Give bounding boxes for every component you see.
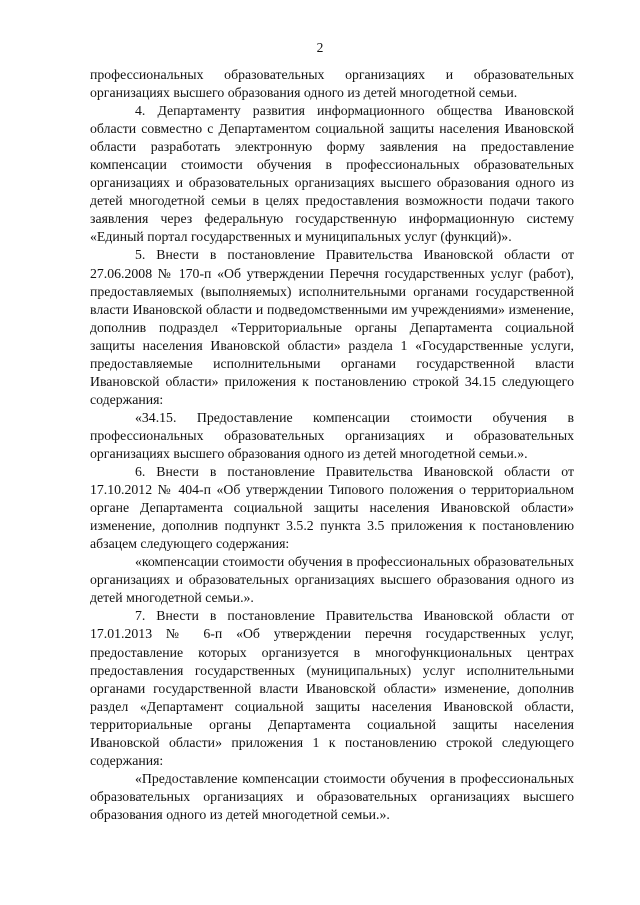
paragraph-item-6: 6. Внести в постановление Правительства Ивановской области от 17.10.2012 № 404-п «Об утверждении Типового положения о территориальном органе Департамента социальной защиты населения Ивановской области» изменение, дополнив подпункт 3.5.2 пункта 3.5 приложения к постановлению абзацем следующего содержания: [90,464,574,552]
paragraph-quote-34-15: «34.15. Предоставление компенсации стоимости обучения в профессиональных образовательных организациях и образовательных организациях высшего образования одного из детей многодетной семьи.». [90,409,574,461]
paragraph-quote-compensation: «компенсации стоимости обучения в профессиональных образовательных организациях и образовательных организациях высшего образования одного из детей многодетной семьи.». [90,554,574,606]
paragraph-item-7: 7. Внести в постановление Правительства Ивановской области от 17.01.2013 № 6-п «Об утверждении перечня государственных услуг, предоставление которых организуется в многофункциональных центрах предоставления государственных (муниципальных) услуг исполнительными органами государственной власти Ивановской области» изменение, дополнив раздел «Департамент социальной защиты населения Ивановской области, территориальные органы Департамента социальной защиты населения Ивановской области» приложения 1 к постановлению строкой следующего содержания: [90,608,574,768]
paragraph-continuation: профессиональных образовательных организациях и образовательных организациях высшего образования одного из детей многодетной семьи. [90,67,574,101]
document-body [90,66,574,824]
paragraph-item-5: 5. Внести в постановление Правительства Ивановской области от 27.06.2008 № 170-п «Об утверждении Перечня государственных услуг (работ), предоставляемых (выполняемых) исполнительными органами государственной власти Ивановской области и подведомственными им учреждениями» изменение, дополнив подраздел «Территориальные органы Департамента социальной защиты населения Ивановской области» раздела 1 «Государственные услуги, предоставляемые исполнительными органами государственной власти Ивановской области» приложения к постановлению строкой 34.15 следующего содержания: [90,247,574,407]
page-number: 2 [316,40,324,55]
paragraph-quote-service: «Предоставление компенсации стоимости обучения в профессиональных образовательных организациях и образовательных организациях высшего образования одного из детей многодетной семьи.». [90,770,574,822]
paragraph-item-4: 4. Департаменту развития информационного общества Ивановской области совместно с Департаментом социальной защиты населения Ивановской области разработать электронную форму заявления на предоставление компенсации стоимости обучения в профессиональных образовательных организациях и образовательных организациях высшего образования одного из детей многодетной семьи в целях предоставления возможности подачи такого заявления через федеральную государственную информационную систему «Единый портал государственных и муниципальных услуг (функций)». [90,103,574,245]
